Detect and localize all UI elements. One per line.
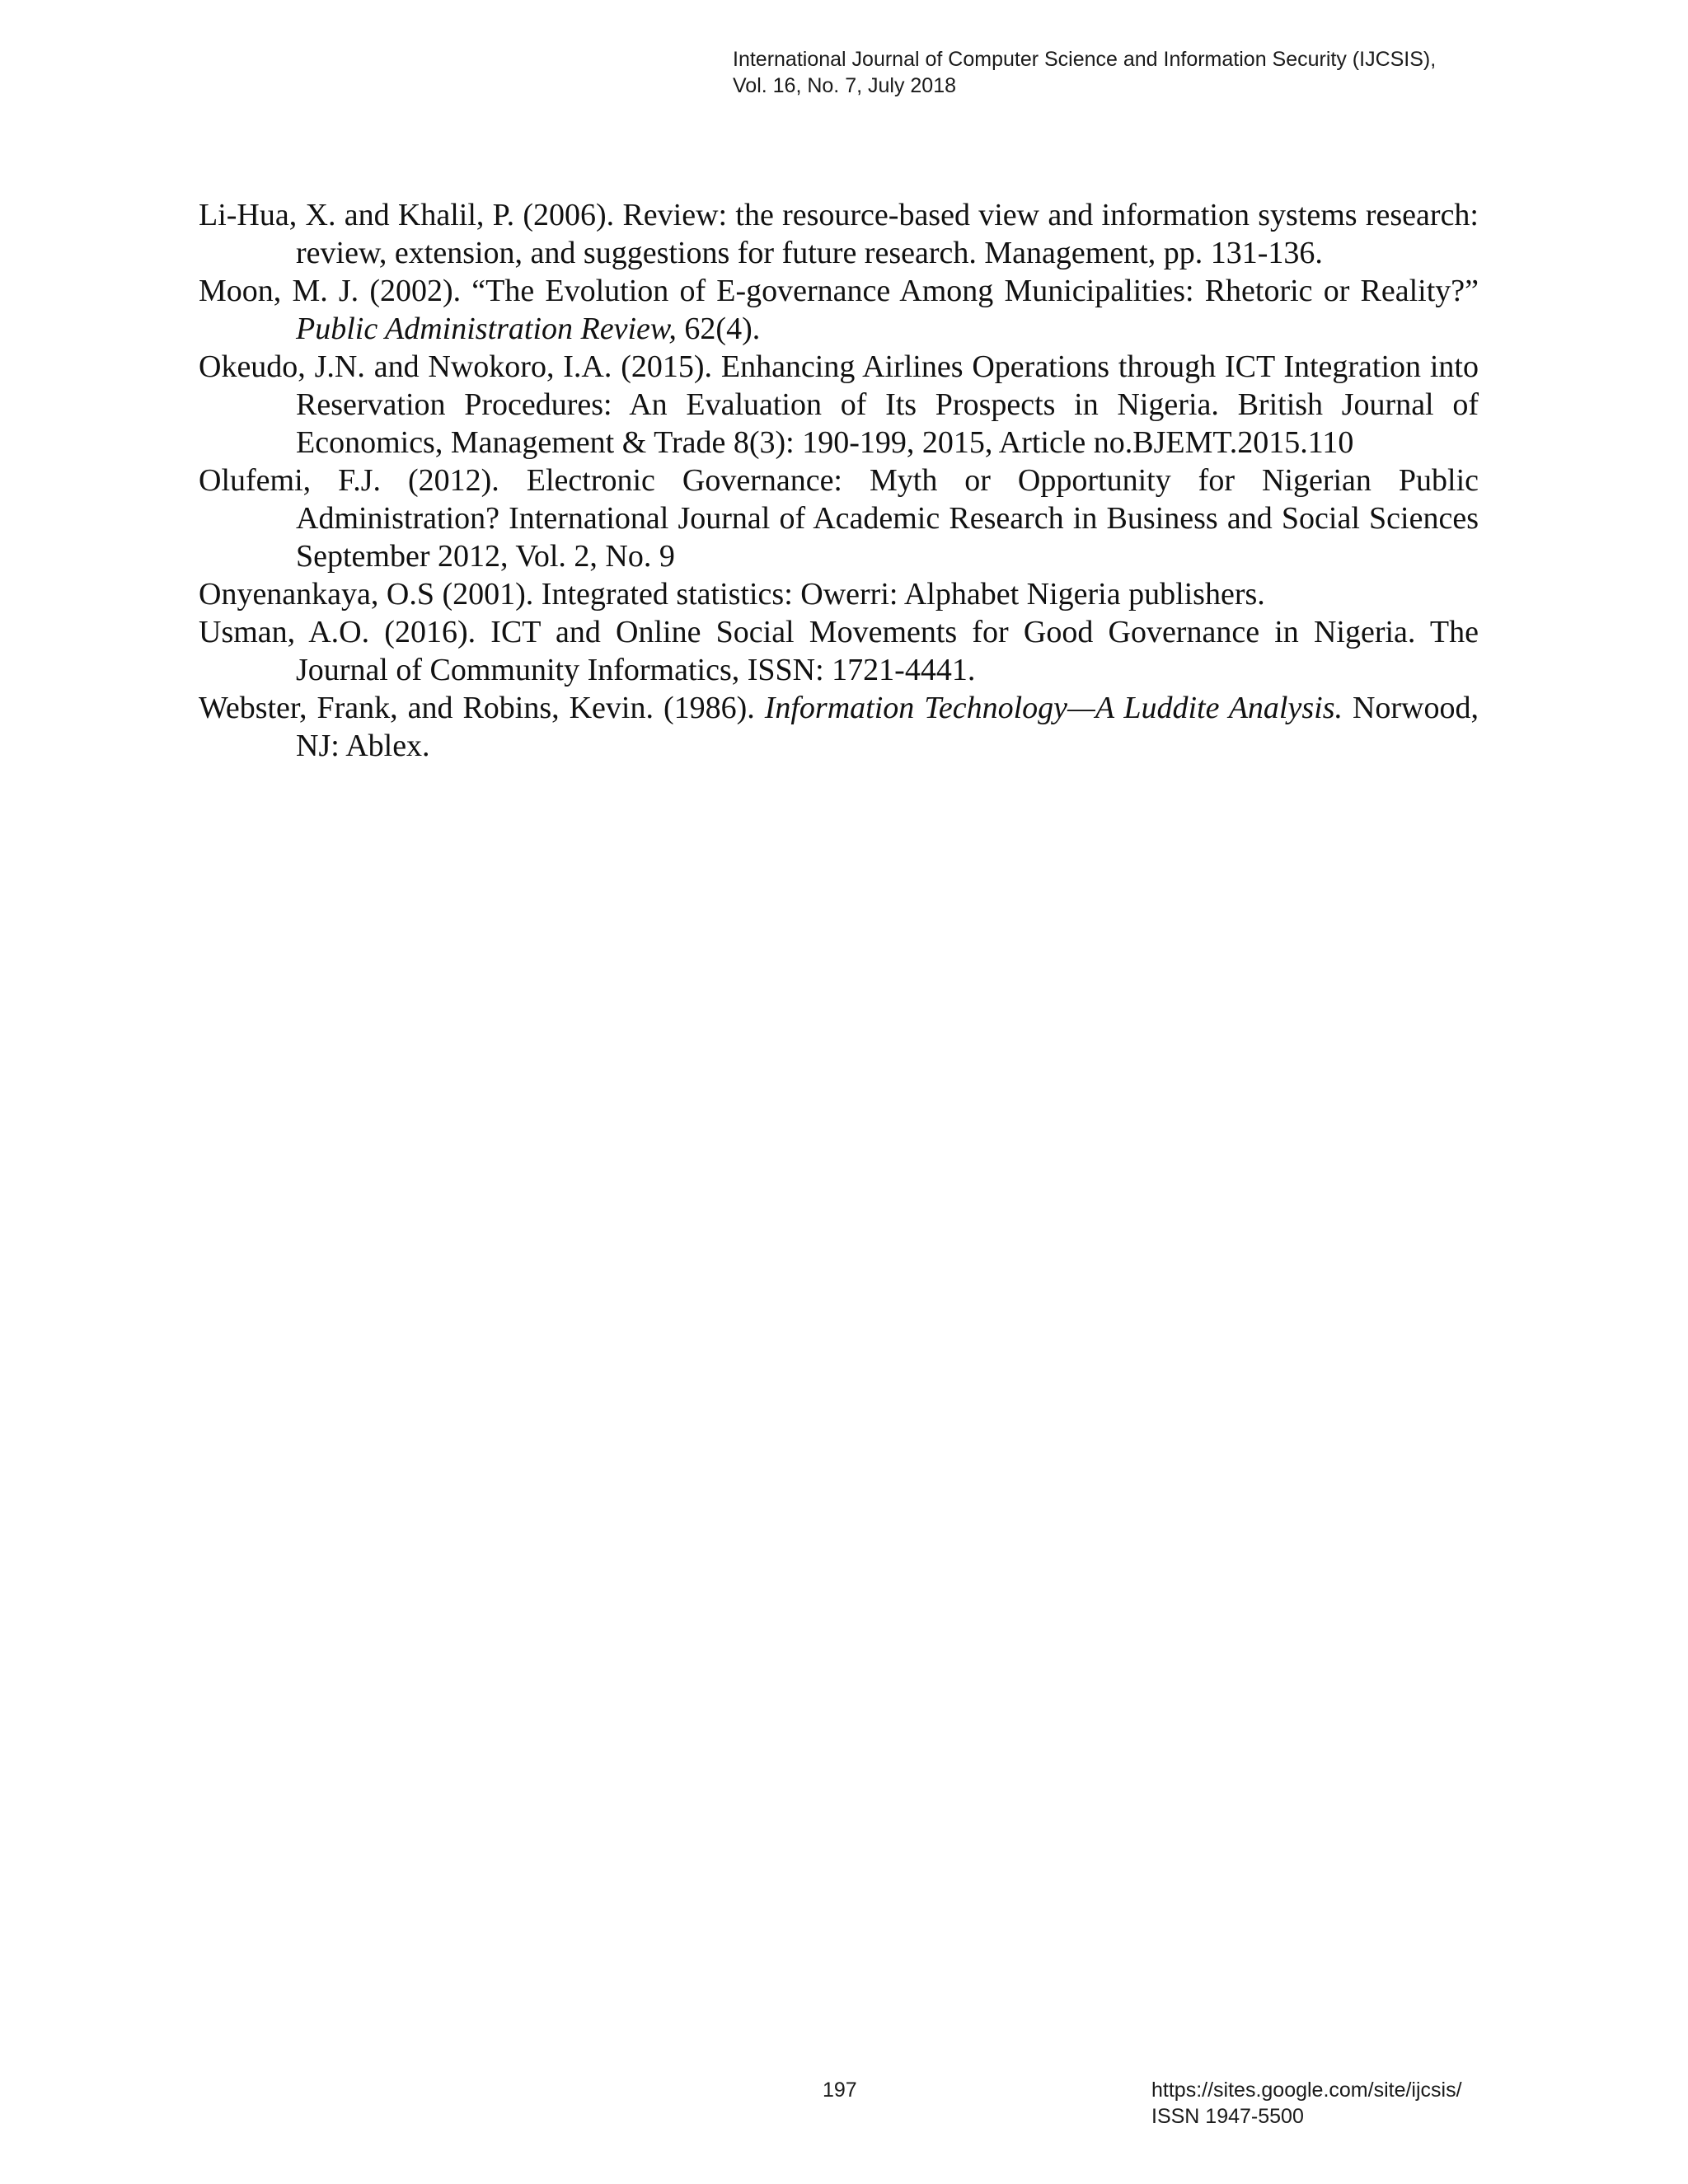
footer-info	[1151, 2077, 1462, 2130]
reference-item	[199, 613, 1479, 689]
reference-item	[199, 348, 1479, 462]
reference-text: Usman, A.O. (2016). ICT and Online Social Movements for Good Governance in Nigeria. The Journal of Community Informatics, ISSN: 1721-4441.	[199, 615, 1479, 687]
reference-text: Okeudo, J.N. and Nwokoro, I.A. (2015). Enhancing Airlines Operations through ICT Integration into Reservation Procedures: An Evaluation of Its Prospects in Nigeria. British Journal of Economics, Management & Trade 8(3): 190-199, 2015, Article no.BJEMT.2015.110	[199, 349, 1479, 460]
reference-text: 62(4).	[676, 312, 761, 346]
references-list	[199, 196, 1479, 765]
reference-text: Olufemi, F.J. (2012). Electronic Governance: Myth or Opportunity for Nigerian Public Administration? International Journal of Academic Research in Business and Social Sciences September 2012, Vol. 2, No. 9	[199, 463, 1479, 574]
reference-journal: Public Administration Review,	[296, 312, 677, 346]
reference-item	[199, 196, 1479, 272]
reference-text: Webster, Frank, and Robins, Kevin. (1986).	[199, 691, 765, 725]
journal-issn: ISSN 1947-5500	[1151, 2105, 1304, 2128]
reference-text: Li-Hua, X. and Khalil, P. (2006). Review: the resource-based view and information systems research: review, extension, and suggestions for future research. Management, pp. 131-136.	[199, 198, 1479, 270]
reference-item	[199, 689, 1479, 765]
journal-header	[733, 46, 1436, 99]
page-number: 197	[823, 2079, 857, 2102]
reference-text: Onyenankaya, O.S (2001). Integrated statistics: Owerri: Alphabet Nigeria publishers.	[199, 577, 1265, 612]
reference-item	[199, 272, 1479, 348]
reference-text: Norwood, NJ: Ablex.	[296, 691, 1479, 763]
reference-item	[199, 462, 1479, 575]
journal-title: International Journal of Computer Science and Information Security (IJCSIS),	[733, 48, 1437, 71]
reference-item	[199, 575, 1479, 613]
journal-url: https://sites.google.com/site/ijcsis/	[1151, 2079, 1462, 2102]
reference-text: Moon, M. J. (2002). “The Evolution of E-governance Among Municipalities: Rhetoric or Reality?”	[199, 274, 1479, 308]
journal-issue: Vol. 16, No. 7, July 2018	[733, 74, 957, 97]
reference-book-title: Information Technology—A Luddite Analysis.	[764, 691, 1343, 725]
